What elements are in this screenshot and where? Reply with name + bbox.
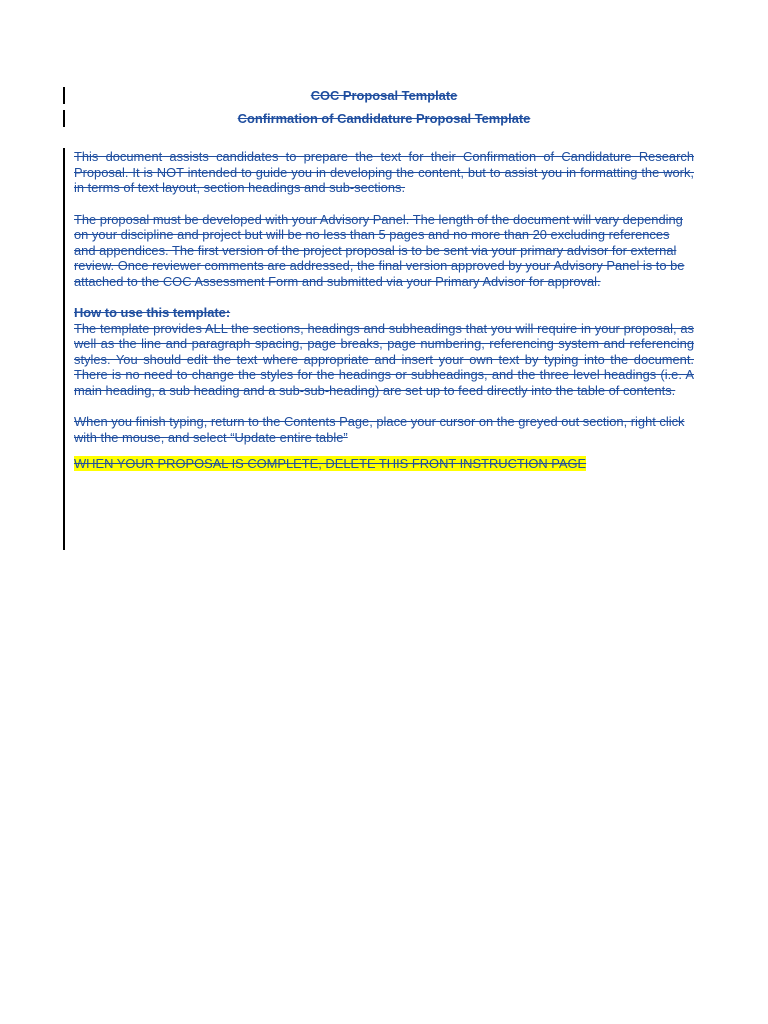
document-body (74, 149, 694, 472)
how-to-heading: How to use this template: (74, 305, 231, 320)
document-title: COC Proposal Template (310, 88, 458, 103)
advisory-paragraph: The proposal must be developed with your Advisory Panel. The length of the document will vary depending on your discipline and project but will be no less than 5 pages and no more than 20 excluding references and appendices. The first version of the project proposal is to be sent via your primary advisor for external review. Once reviewer comments are addressed, the final version approved by your Advisory Panel is to be attached to the COC Assessment Form and submitted via your Primary Advisor for approval. (74, 211, 685, 289)
change-bar (63, 148, 65, 550)
intro-paragraph: This document assists candidates to prepare the text for their Confirmation of Candidature Research Proposal. It is NOT intended to guide you in developing the content, but to assist you in formatting the work, in terms of text layout, section headings and sub-sections. (74, 149, 694, 195)
change-bar (63, 110, 65, 127)
document-subtitle: Confirmation of Candidature Proposal Template (237, 111, 531, 126)
warning-highlight: WHEN YOUR PROPOSAL IS COMPLETE, DELETE THIS FRONT INSTRUCTION PAGE (74, 456, 587, 471)
change-bar (63, 87, 65, 104)
template-paragraph: The template provides ALL the sections, headings and subheadings that you will require in your proposal, as well as the line and paragraph spacing, page breaks, page numbering, referencing system and referencing styles. You should edit the text where appropriate and insert your own text by typing into the document. There is no need to change the styles for the headings or subheadings, and the three level headings (i.e. A main heading, a sub heading and a sub-sub-heading) are set up to feed directly into the table of contents. (74, 320, 694, 398)
finish-paragraph: When you finish typing, return to the Contents Page, place your cursor on the greyed out section, right click with the mouse, and select “Update entire table” (74, 414, 685, 445)
warning-line (74, 456, 694, 472)
